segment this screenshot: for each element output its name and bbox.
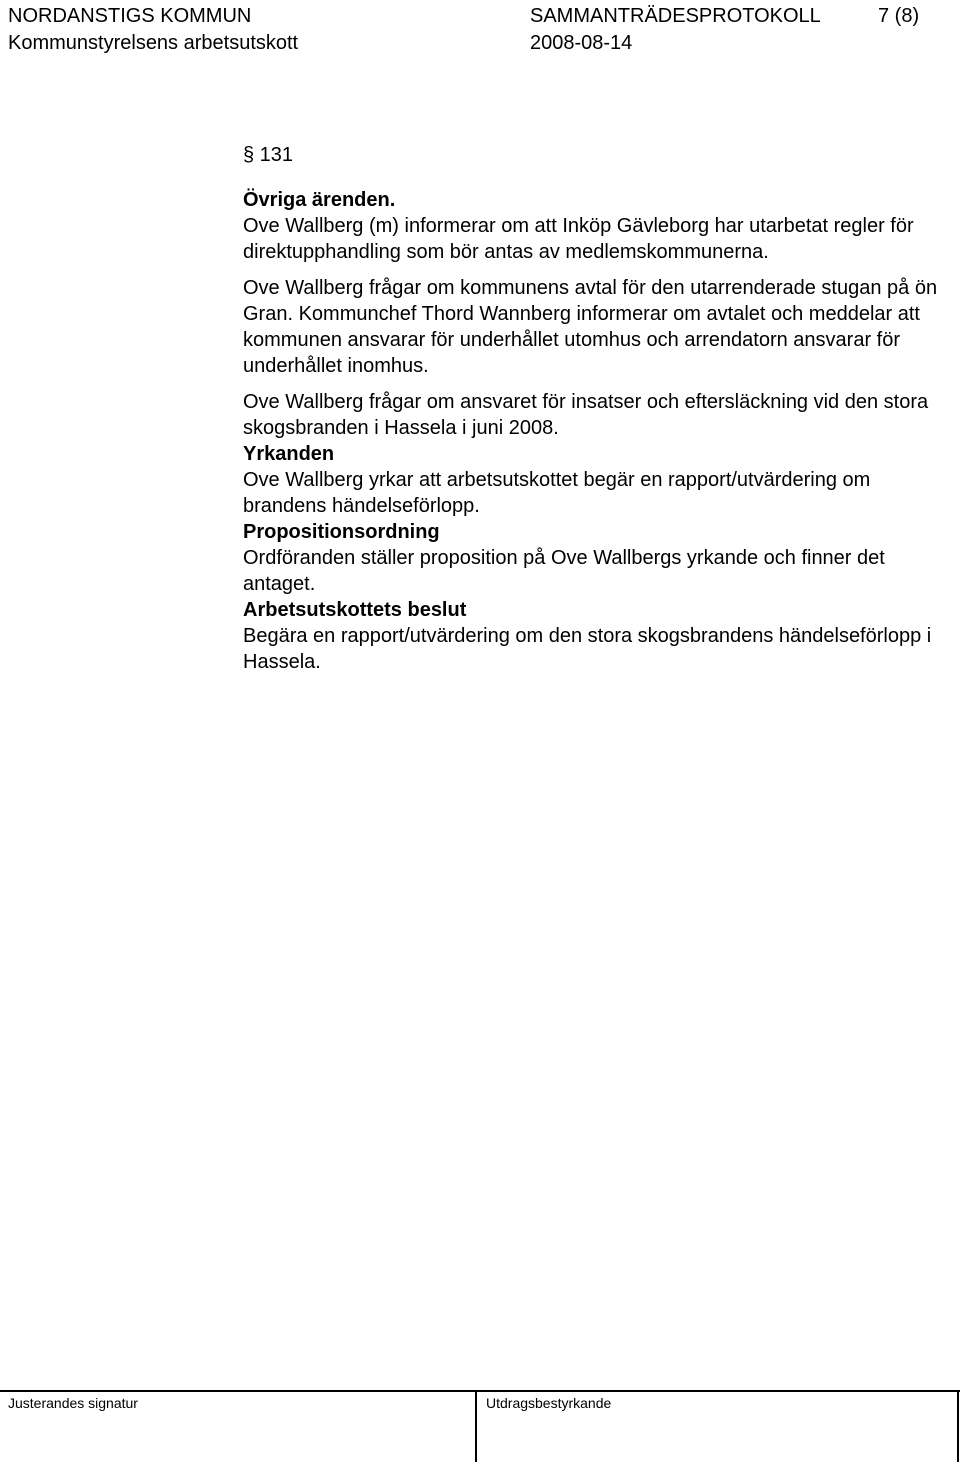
propositionsordning-heading: Propositionsordning [243, 521, 440, 543]
section-number: § 131 [243, 144, 294, 166]
organization-name: NORDANSTIGS KOMMUN [8, 5, 252, 27]
page-number: 7 (8) [878, 5, 920, 27]
protocol-section [243, 142, 953, 675]
info-paragraph-1: Ove Wallberg (m) informerar om att Inköp Gävleborg har utarbetat regler för direktupphandling som bör antas av medlemskommunerna. [243, 215, 914, 263]
section-title: Övriga ärenden. [243, 189, 396, 211]
beslut-heading: Arbetsutskottets beslut [243, 599, 467, 621]
propositionsordning-text: Ordföranden ställer proposition på Ove Wallbergs yrkande och finner det antaget. [243, 547, 885, 595]
page-footer [0, 1390, 960, 1465]
committee-name: Kommunstyrelsens arbetsutskott [8, 32, 299, 54]
signature-label: Justerandes signatur [8, 1395, 138, 1411]
yrkanden-text: Ove Wallberg yrkar att arbetsutskottet begär en rapport/utvärdering om brandens händelseförlopp. [243, 469, 871, 517]
extract-certification-label: Utdragsbestyrkande [486, 1395, 612, 1411]
footer-divider [475, 1392, 477, 1462]
footer-divider [957, 1392, 959, 1462]
info-paragraph-3: Ove Wallberg frågar om ansvaret för insatser och eftersläckning vid den stora skogsbranden i Hassela i juni 2008. [243, 391, 929, 439]
document-type: SAMMANTRÄDESPROTOKOLL [530, 5, 821, 27]
yrkanden-heading: Yrkanden [243, 443, 335, 465]
beslut-text: Begära en rapport/utvärdering om den stora skogsbrandens händelseförlopp i Hassela. [243, 625, 932, 673]
meeting-date: 2008-08-14 [530, 32, 633, 54]
info-paragraph-2: Ove Wallberg frågar om kommunens avtal för den utarrenderade stugan på ön Gran. Kommunchef Thord Wannberg informerar om avtalet och meddelar att kommunen ansvarar för underhållet utomhus och arrendatorn ansvarar för underhållet inomhus. [243, 277, 938, 377]
